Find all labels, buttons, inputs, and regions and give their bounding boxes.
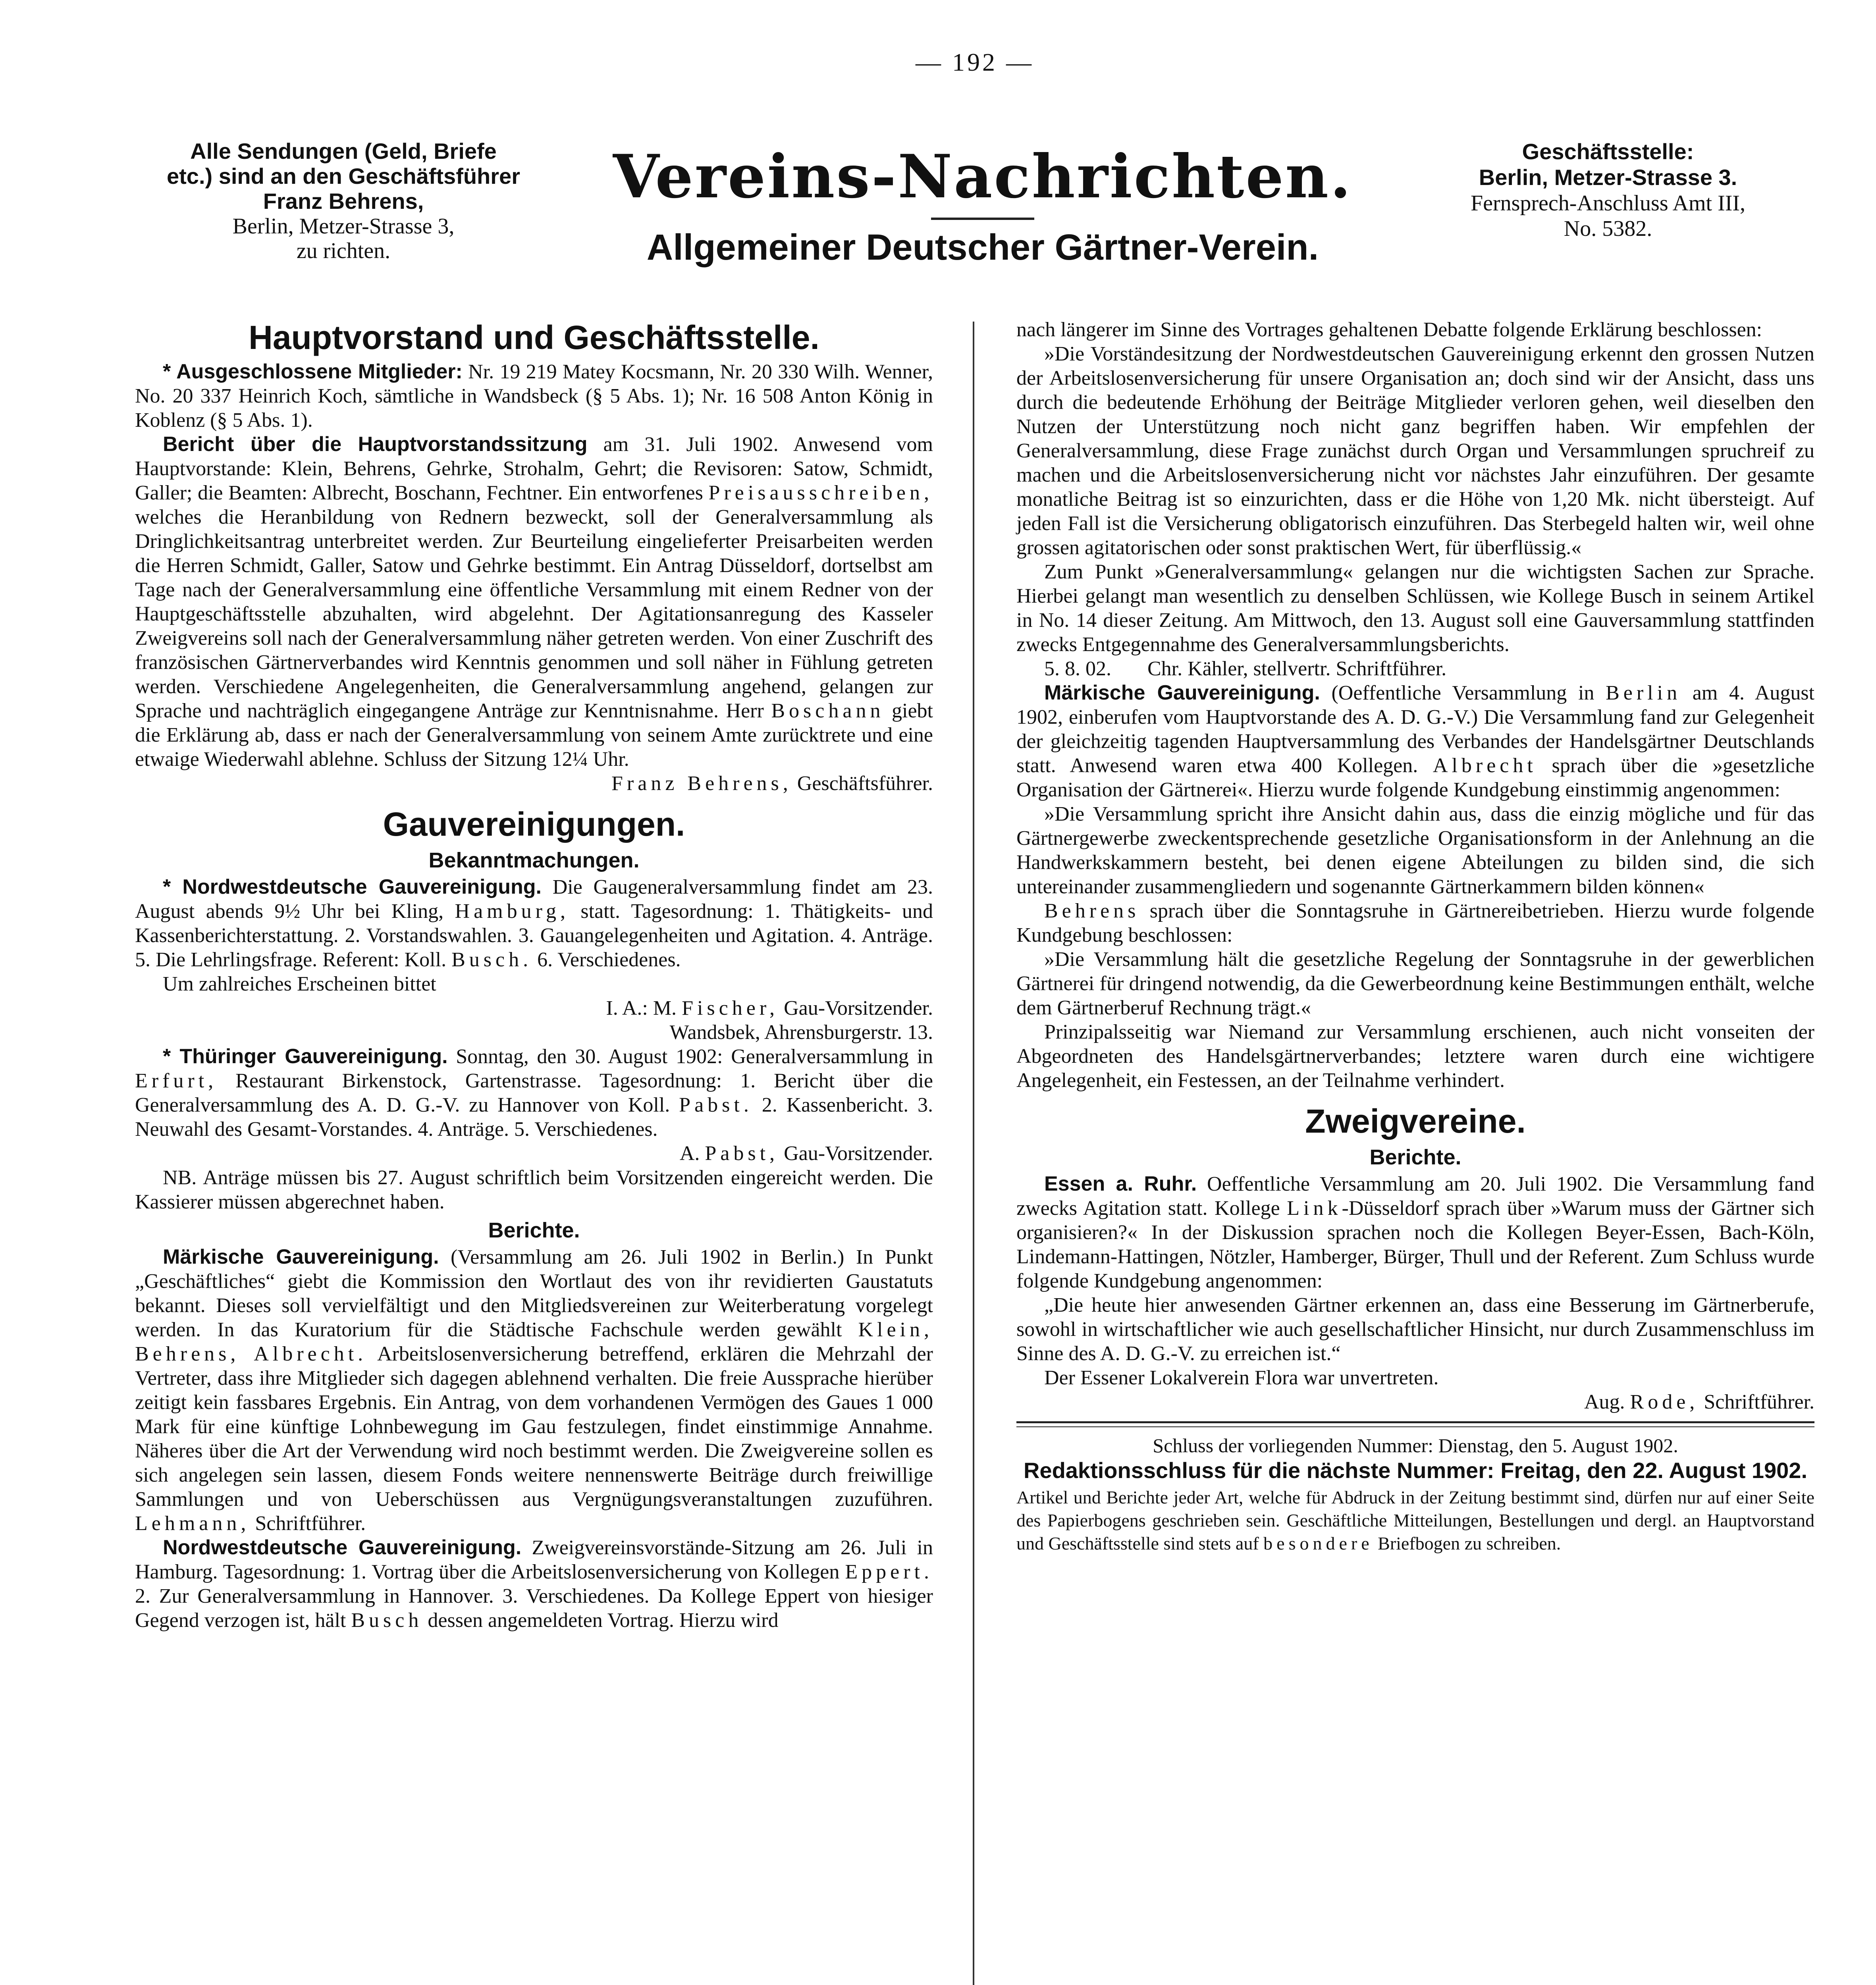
paragraph-text: Zweigvereinsvorstände-Sitzung am 26. Juli in Hamburg. Tagesordnung: 1. Vortrag über die Arbeitslosenversicherung von Kollegen bbox=[135, 1536, 933, 1583]
signature-name: Fischer, bbox=[682, 997, 779, 1019]
lead-in: Essen a. Ruhr. bbox=[1044, 1172, 1197, 1195]
paragraph-text: am 31. Juli 1902. Anwesend vom Hauptvorstande: Klein, Behrens, Gehrke, Strohalm, Gehrt; die Revisoren: Satow, Schmidt, Galler; die Beamten: Albrecht, Boschann, Fechtner. Ein entworfenes bbox=[135, 433, 933, 504]
next-deadline: Redaktionsschluss für die nächste Nummer: Freitag, den 22. August 1902. bbox=[1023, 1458, 1808, 1483]
paragraph-text: sprach über die »gesetzliche Organisation der Gärtnerei«. Hierzu wurde folgende Kundgebung einstimmig angenommen: bbox=[1016, 754, 1815, 801]
right-column bbox=[1016, 318, 1814, 1555]
mailing-note-line: Berlin, Metzer-Strasse 3, bbox=[232, 214, 455, 239]
paragraph-text: Restaurant Birkenstock, Gartenstrasse. Tagesordnung: 1. Bericht über die Generalversammlung des A. D. G.-V. zu Hannover von Koll. bbox=[135, 1070, 933, 1116]
left-column bbox=[135, 318, 933, 1632]
office-heading: Geschäftsstelle: bbox=[1522, 139, 1694, 164]
publication-title: Vereins-Nachrichten. bbox=[613, 142, 1353, 212]
signature-prefix: Aug. bbox=[1584, 1391, 1625, 1413]
column-divider bbox=[973, 322, 974, 1985]
lead-in: Nordwestdeutsche Gauvereinigung. bbox=[163, 1536, 522, 1559]
subheading-berichte: Berichte. bbox=[488, 1218, 580, 1242]
office-phone-label: Fernsprech-Anschluss Amt III, bbox=[1470, 191, 1746, 216]
signature-role: Schriftführer. bbox=[1704, 1391, 1814, 1413]
spacer bbox=[1016, 1093, 1814, 1101]
mailing-note-line: Alle Sendungen (Geld, Briefe bbox=[190, 139, 497, 164]
paragraph-text: welches die Heranbildung von Rednern bezweckt, soll der Generalversammlung als Dringlichkeitsantrag unterbreitet werden. Zur Beurteilung eingelieferter Preisarbeiten werden die Herren Schmidt, Galler, Satow und Gehrke bestimmt. Ein Antrag Düsseldorf, dortselbst am Tage nach der Generalversammlung eine öffentliche Versammlung mit einem Redner von der Hauptgeschäftsstelle abzuhalten, wird abgelehnt. Der Agitationsanregung des Kasseler Zweigvereins soll nach der Generalversammlung näher getreten werden. Von einer Zuschrift des französischen Gärtnerverbandes wird Kenntnis genommen und soll näher in Fühlung getreten werden. Verschiedene Angelegenheiten, die Generalversammlung angehend, gelangen zur Sprache und nachträglich eingegangene Anträge zur Kenntnisnahme. Herr bbox=[135, 506, 933, 722]
lead-in: Märkische Gauvereinigung. bbox=[1044, 681, 1320, 704]
paragraph-essen-report bbox=[1016, 1172, 1814, 1293]
spaced-text: besondere bbox=[1263, 1533, 1373, 1553]
section-heading-hauptvorstand: Hauptvorstand und Geschäftsstelle. bbox=[249, 319, 819, 356]
closing-line: Um zahlreiches Erscheinen bittet bbox=[163, 973, 436, 995]
paragraph-text: Zum Punkt »Generalversammlung« gelangen nur die wichtigsten Sachen zur Sprache. Hierbei gelangt man wesentlich zu denselben Schlüssen, wie Kollege Busch in seinem Artikel in No. 14 dieser Zeitung. Am Mittwoch, den 13. August soll eine Gauversammlung stattfinden zwecks Entgegennahme des Generalversammlungsberichts. bbox=[1016, 561, 1814, 656]
paragraph-markische-public-meeting bbox=[1016, 681, 1814, 802]
office-address: Berlin, Metzer-Strasse 3. bbox=[1479, 165, 1737, 190]
paragraph-text: am 4. August 1902, einberufen vom Hauptvorstande des A. D. G.-V.) Die Versammlung fand zur Gelegenheit der gleichzeitig tagenden Hauptversammlung des Verbandes der Handelsgärtner Deutschlands statt. Anwesend waren etwa 400 Kollegen. bbox=[1016, 682, 1815, 777]
paragraph-text: Artikel und Berichte jeder Art, welche für Abdruck in der Zeitung bestimmt sind, dürfen nur auf einer Seite des Papierbogens geschrieben sein. Geschäftliche Mitteilungen, Bestellungen und dergl. an Hauptvorstand und Geschäftsstelle sind stets auf bbox=[1016, 1487, 1814, 1553]
paragraph-text: dessen angemeldeten Vortrag. Hierzu wird bbox=[428, 1609, 779, 1632]
title-rule bbox=[931, 218, 1034, 220]
spaced-text: Hamburg, bbox=[455, 900, 569, 923]
mailing-note-name: Franz Behrens, bbox=[263, 189, 424, 214]
signature-name: Rode, bbox=[1630, 1391, 1699, 1413]
paragraph-text: 6. Verschiedenes. bbox=[537, 948, 681, 971]
paragraph-text: Die Gaugeneralversammlung findet am 23. August abends 9½ Uhr bei Kling, bbox=[135, 876, 933, 923]
paragraph-text: Arbeitslosenversicherung betreffend, erklären die Mehrzahl der Vertreter, dass ihre Mitglieder sich dagegen ablehnend verhalten. Die freie Aussprache hierüber zeitigt kein fassbares Ergebnis. Ein Antrag, von dem vorhandenen Vermögen des Gaues 1 000 Mark für eine künftige Lohnbewegung im Gau festzulegen, findet einstimmige Annahme. Näheres über die Art der Verwendung wird noch bestimmt werden. Die Zweigvereine sollen es sich angelegen sein lassen, diesem Fonds weitere nennenswerte Beiträge durch freiwillige Sammlungen und von Ueberschüssen aus Vergnügungsveranstaltungen zuzuführen. bbox=[135, 1343, 933, 1511]
signature bbox=[135, 1141, 933, 1166]
paragraph-text: -Düsseldorf sprach über »Warum muss der Gärtner sich organisieren?« In der Diskussion sprachen noch die Kollegen Beyer-Essen, Bach-Köln, Lindemann-Hattingen, Nötzler, Hamberger, Bürger, Thull und der Referent. Zum Schluss wurde folgende Kundgebung angenommen: bbox=[1016, 1197, 1814, 1292]
lead-in: Bericht über die Hauptvorstandssitzung bbox=[163, 433, 588, 456]
lead-in: Märkische Gauvereinigung. bbox=[163, 1245, 439, 1268]
spaced-text: Klein, Behrens, Albrecht. bbox=[135, 1318, 933, 1365]
paragraph-text: Sonntag, den 30. August 1902: Generalversammlung in bbox=[456, 1045, 933, 1068]
signature-prefix: A. bbox=[679, 1142, 700, 1165]
paragraph-text: (Oeffentliche Versammlung in bbox=[1331, 682, 1595, 704]
paragraph-text: Prinzipalsseitig war Niemand zur Versammlung erschienen, auch nicht vonseiten der Abgeordneten des Handelsgärtnerverbandes; letztere waren durch eine wichtigere Angelegenheit, ein Festessen, an der Teilnahme verhindert. bbox=[1016, 1021, 1814, 1092]
publication-subtitle: Allgemeiner Deutscher Gärtner-Verein. bbox=[646, 227, 1319, 268]
signature bbox=[135, 771, 933, 796]
quoted-resolution: »Die Versammlung spricht ihre Ansicht dahin aus, dass die einzig mögliche und für das Gärtnergewerbe zweckentsprechende gesetzliche Organisationsform in der Anlehnung an die Handwerkskammern besteht, bei denen eigene Abteilungen zu bilden sind, die sich untereinander zusammengliedern und sogenannte Gärtnerkammern bilden können« bbox=[1016, 803, 1814, 898]
spaced-text: Erfurt, bbox=[135, 1070, 218, 1092]
issue-closing-date: Schluss der vorliegenden Nummer: Dienstag, den 5. August 1902. bbox=[1153, 1434, 1678, 1457]
report-date: 5. 8. 02. bbox=[1044, 657, 1111, 680]
spaced-text: Pabst. bbox=[679, 1094, 753, 1116]
quoted-resolution: „Die heute hier anwesenden Gärtner erkennen an, dass eine Besserung im Gärtnerberufe, sowohl in wirtschaftlicher wie auch gesellschaftlicher Hinsicht, nur durch Zusammenschluss im Sinne des A. D. G.-V. zu erreichen ist.“ bbox=[1016, 1294, 1814, 1365]
newspaper-page bbox=[135, 48, 1814, 1985]
paragraph-continuation: nach längerer im Sinne des Vortrages gehaltenen Debatte folgende Erklärung beschlossen: bbox=[1016, 318, 1762, 341]
paragraph-thuringia-announcement bbox=[135, 1045, 933, 1141]
paragraph-text: Oeffentliche Versammlung am 20. Juli 1902. Die Versammlung fand zwecks Agitation statt. Kollege bbox=[1016, 1173, 1814, 1220]
signature-prefix: I. A.: M. bbox=[606, 997, 677, 1019]
masthead bbox=[135, 139, 1814, 306]
paragraph-text: 2. Kassenbericht. 3. Neuwahl des Gesamt-Vorstandes. 4. Anträge. 5. Verschiedenes. bbox=[135, 1094, 933, 1141]
page-number: — 192 — bbox=[916, 48, 1034, 76]
paragraph-text: (Versammlung am 26. Juli 1902 in Berlin.) In Punkt „Geschäftliches“ giebt die Kommission den Wortlaut des von ihr revidierten Gaustatuts bekannt. Dieses soll vervielfältigt und den Mitgliedsvereinen zur Weiterberatung vorgelegt werden. In das Kuratorium für die Städtische Fachschule werden gewählt bbox=[135, 1246, 933, 1341]
spaced-text: Eppert. bbox=[845, 1561, 933, 1583]
signature-name: Franz Behrens, bbox=[611, 772, 792, 795]
signature-name: Chr. Kähler, stellvertr. Schriftführer. bbox=[1147, 657, 1447, 680]
mailing-note-line: etc.) sind an den Geschäftsführer bbox=[167, 164, 520, 189]
spaced-text: Behrens bbox=[1044, 900, 1140, 922]
paragraph-text: Briefbogen zu schreiben. bbox=[1378, 1533, 1561, 1553]
submission-instructions bbox=[1016, 1486, 1814, 1555]
subheading-berichte: Berichte. bbox=[1369, 1145, 1461, 1169]
signature-line bbox=[1016, 657, 1814, 681]
spaced-text: Busch bbox=[351, 1609, 423, 1632]
paragraph-text: 2. Zur Generalversammlung in Hannover. 3. Verschiedenes. Da Kollege Eppert von hiesiger Gegend verzogen ist, hält bbox=[135, 1585, 933, 1632]
signature-address: Wandsbek, Ahrensburgerstr. 13. bbox=[669, 1021, 933, 1044]
signature bbox=[135, 996, 933, 1020]
lead-in: * Nordwestdeutsche Gauvereinigung. bbox=[163, 875, 542, 898]
notice-rule bbox=[1016, 1421, 1814, 1427]
signature-name: Lehmann, bbox=[135, 1512, 250, 1535]
spaced-text: Albrecht bbox=[1433, 754, 1537, 777]
spaced-text: Link bbox=[1287, 1197, 1342, 1220]
paragraph-board-meeting-report bbox=[135, 432, 933, 771]
masthead-title-block bbox=[596, 139, 1370, 269]
paragraph-northwest-report bbox=[135, 1536, 933, 1632]
signature-role: Gau-Vorsitzender. bbox=[784, 997, 933, 1019]
masthead-office-address bbox=[1402, 139, 1814, 241]
spaced-text: Boschann bbox=[771, 700, 885, 722]
spaced-text: Berlin bbox=[1606, 682, 1681, 704]
signature-role: Schriftführer. bbox=[255, 1512, 366, 1535]
signature-role: Gau-Vorsitzender. bbox=[784, 1142, 933, 1165]
mailing-note-line: zu richten. bbox=[296, 239, 391, 263]
paragraph-text: sprach über die Sonntagsruhe in Gärtnereibetrieben. Hierzu wurde folgende Kundgebung beschlossen: bbox=[1016, 900, 1814, 946]
lead-in: * Ausgeschlossene Mitglieder: bbox=[163, 360, 463, 383]
section-heading-zweigvereine: Zweigvereine. bbox=[1305, 1102, 1526, 1140]
paragraph-excluded-members bbox=[135, 360, 933, 432]
paragraph-text: Nr. 19 219 Matey Kocsmann, Nr. 20 330 Wilh. Wenner, No. 20 337 Heinrich Koch, sämtliche in Wandsbeck (§ 5 Abs. 1); Nr. 16 508 Anton König in Koblenz (§ 5 Abs. 1). bbox=[135, 360, 933, 432]
paragraph-northwest-announcement bbox=[135, 875, 933, 972]
spaced-text: Preisausschreiben, bbox=[708, 482, 933, 504]
lead-in: * Thüringer Gauvereinigung. bbox=[163, 1045, 448, 1068]
paragraph-note: NB. Anträge müssen bis 27. August schriftlich beim Vorsitzenden eingereicht werden. Die Kassierer müssen abgerechnet haben. bbox=[135, 1166, 933, 1213]
paragraph-sunday-rest bbox=[1016, 899, 1814, 947]
office-phone-number: No. 5382. bbox=[1564, 216, 1652, 241]
section-heading-gauvereinigungen: Gauvereinigungen. bbox=[383, 806, 685, 843]
signature bbox=[1016, 1390, 1814, 1414]
masthead-mailing-note bbox=[135, 139, 552, 263]
paragraph-markische-report bbox=[135, 1245, 933, 1536]
paragraph-text: Der Essener Lokalverein Flora war unvertreten. bbox=[1044, 1366, 1439, 1389]
signature-role: Geschäftsführer. bbox=[797, 772, 933, 795]
paragraph-text: giebt die Erklärung ab, dass er nach der Generalversammlung von seinem Amte zurücktrete und eine etwaige Wiederwahl ablehne. Schluss der Sitzung 12¼ Uhr. bbox=[135, 700, 933, 771]
subheading-bekanntmachungen: Bekanntmachungen. bbox=[428, 848, 640, 872]
paragraph-text: statt. Tagesordnung: 1. Thätigkeits- und Kassenberichterstattung. 2. Vorstandswahlen. 3. Gauangelegenheiten und Agitation. 4. Anträge. 5. Die Lehrlingsfrage. Referent: Koll. bbox=[135, 900, 933, 971]
quoted-resolution: »Die Versammlung hält die gesetzliche Regelung der Sonntagsruhe in der gewerblichen Gärtnerei für dringend notwendig, da die Gewerbeordnung keine Bestimmungen enthält, welche dem Gärtnerberuf Rechnung trägt.« bbox=[1016, 948, 1814, 1019]
signature-name: Pabst, bbox=[705, 1142, 779, 1165]
spacer bbox=[135, 796, 933, 804]
spaced-text: Busch. bbox=[451, 948, 532, 971]
editorial-notice bbox=[1016, 1434, 1814, 1555]
quoted-resolution: »Die Vorständesitzung der Nordwestdeutschen Gauvereinigung erkennt den grossen Nutzen der Arbeitslosenversicherung für unsere Organisation an; doch sind wir der Ansicht, dass uns durch die bedeutende Erhöhung der Beiträge Mitglieder verloren gehen, weil dieselben den Nutzen der Unterstützung noch nicht ganz begriffen haben. Wir empfehlen der Generalversammlung, diese Frage zunächst durch Organ und Versammlungen spruchreif zu machen und die Arbeitslosenversicherung nicht vor nächstes Jahr einzuführen. Der gesamte monatliche Beitrag ist so einzurichten, dass er die Höhe von 1,20 Mk. nicht übersteigt. Auf jeden Fall ist die Versicherung obligatorisch einzuführen. Das Sterbegeld halten wir, weil ohne grossen agitatorischen oder sonst praktischen Wert, für überflüssig.« bbox=[1016, 343, 1814, 559]
